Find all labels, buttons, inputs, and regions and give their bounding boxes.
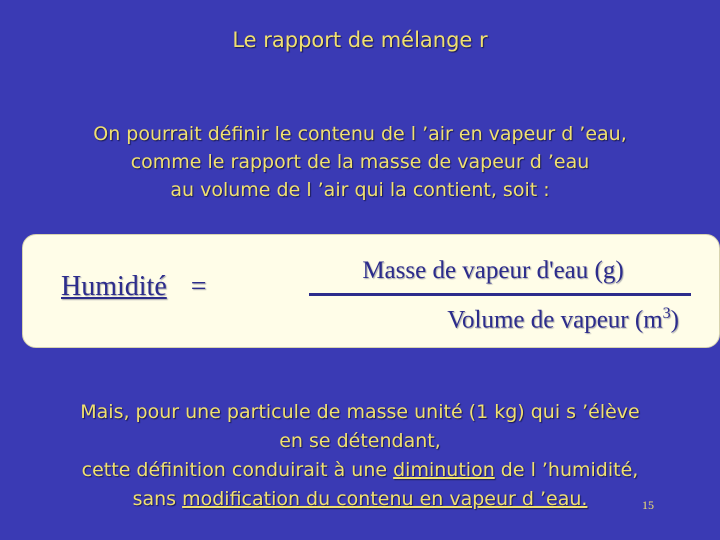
denominator-close: ) [670, 306, 679, 334]
formula-box [22, 234, 720, 348]
conclusion-line [0, 485, 720, 514]
humidity-label: Humidité [61, 271, 167, 302]
equals-sign: = [190, 271, 207, 302]
formula-denominator [349, 305, 679, 334]
denominator-exponent: 3 [662, 305, 671, 322]
conclusion-line: Mais, pour une particule de masse unité (1 kg) qui s ’élève [80, 401, 640, 423]
slide-number: 15 [642, 498, 654, 512]
intro-paragraph [0, 120, 720, 204]
conclusion-text: cette définition conduirait à une [81, 459, 388, 481]
intro-line: au volume de l ’air qui la contient, soit : [170, 179, 550, 201]
conclusion-text: de l ’humidité, [500, 459, 639, 481]
conclusion-line [0, 456, 720, 485]
conclusion-line: en se détendant, [279, 430, 441, 452]
underlined-modification: modification du contenu en vapeur d ’eau. [182, 488, 588, 510]
intro-line: comme le rapport de la masse de vapeur d ’eau [130, 151, 590, 173]
underlined-diminution: diminution [393, 459, 495, 481]
fraction-bar [309, 293, 691, 296]
conclusion-paragraph [0, 398, 720, 514]
denominator-text: Volume de vapeur (m [447, 306, 663, 334]
formula-lhs [61, 271, 207, 303]
formula-numerator: Masse de vapeur d'eau (g) [362, 257, 624, 284]
slide-title: Le rapport de mélange r [232, 28, 488, 52]
conclusion-text: sans [132, 488, 177, 510]
intro-line: On pourrait définir le contenu de l ’air en vapeur d ’eau, [93, 123, 627, 145]
